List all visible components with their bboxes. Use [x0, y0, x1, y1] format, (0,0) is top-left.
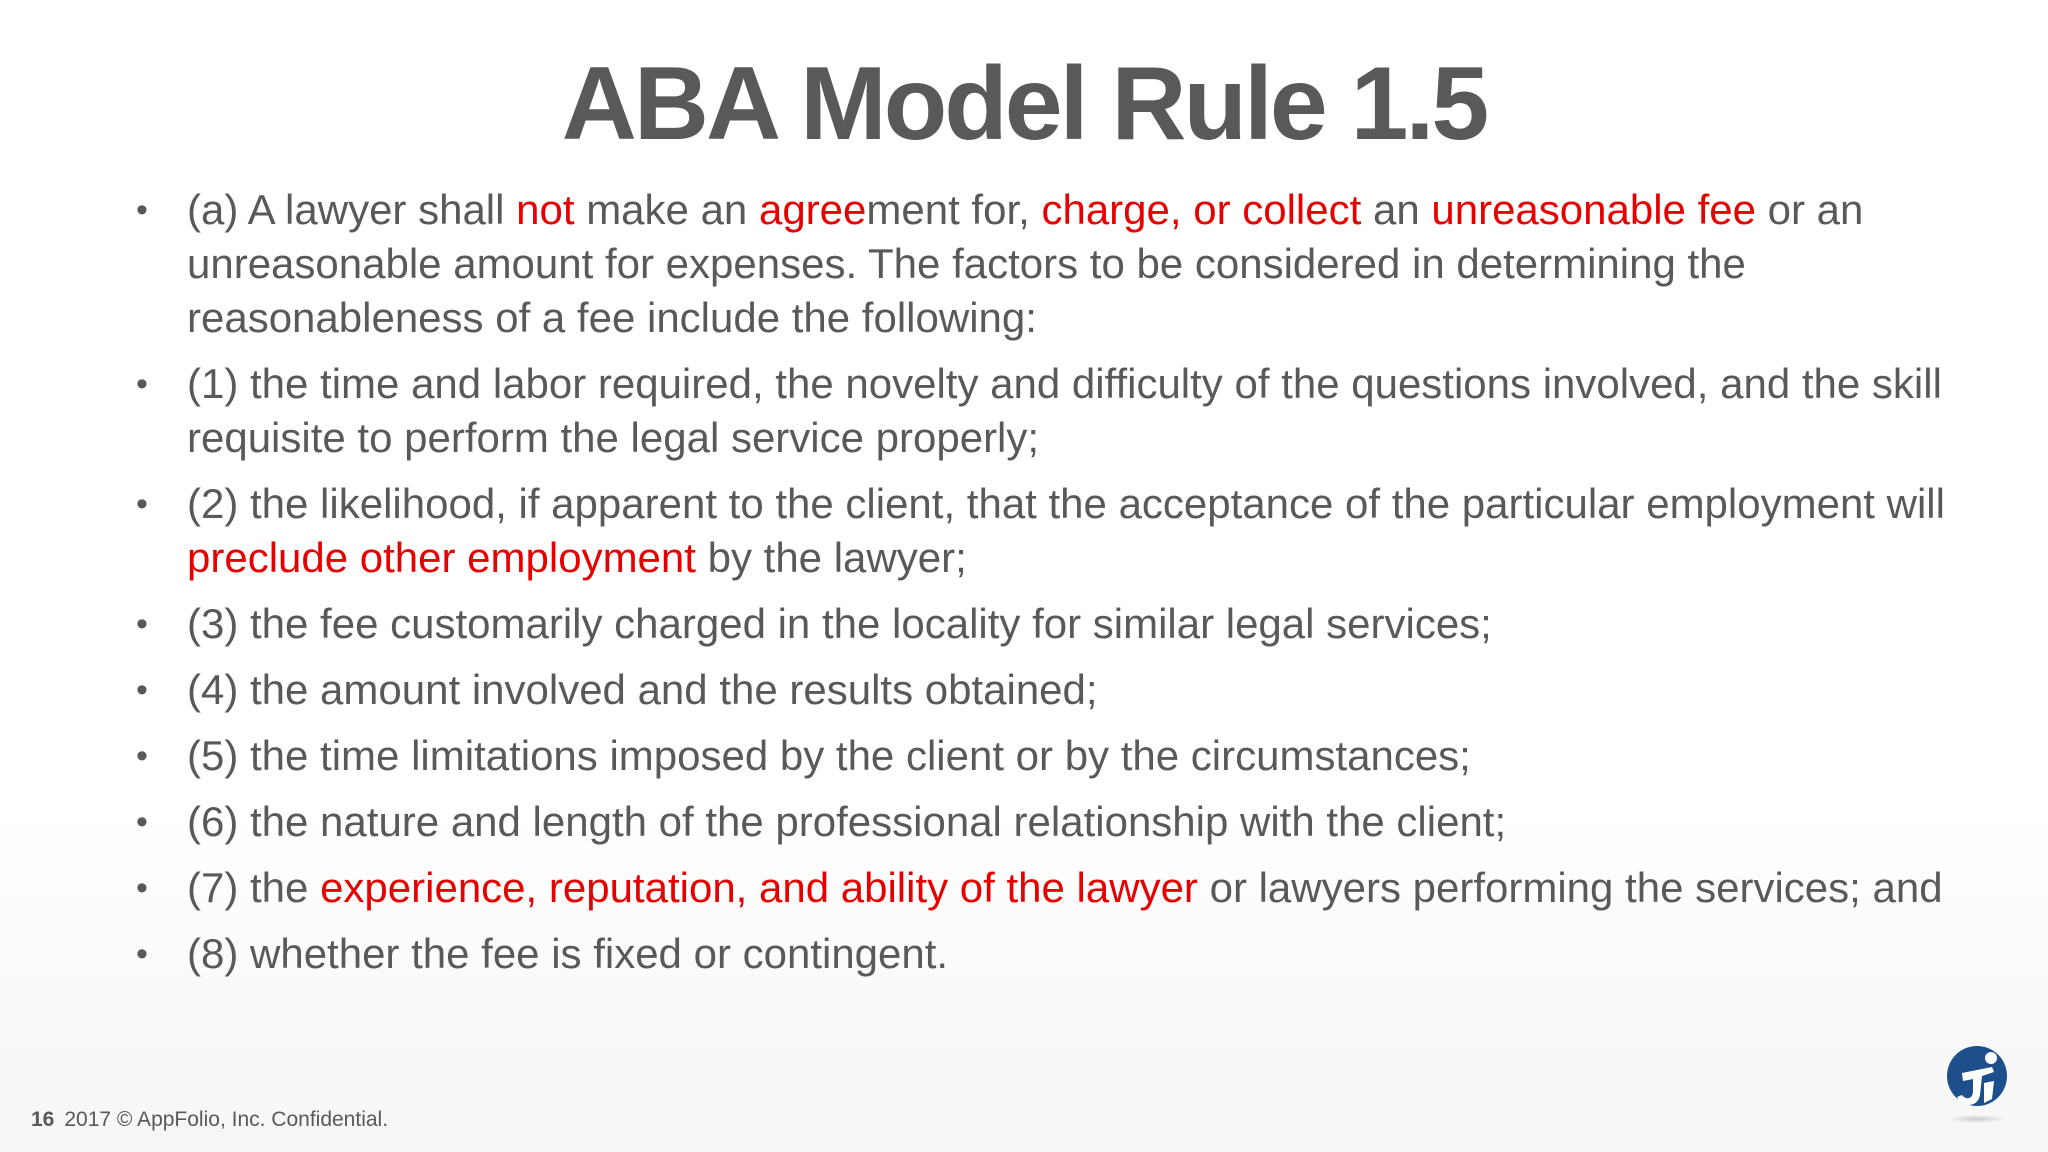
bullet-item [130, 795, 1950, 849]
bullet-marker: • [136, 485, 148, 523]
highlighted-text: charge, or collect [1041, 186, 1362, 233]
bullet-text: (a) A lawyer shall [187, 186, 517, 233]
highlighted-text: agree [758, 186, 867, 233]
bullet-item [130, 357, 1950, 465]
bullet-marker: • [136, 935, 148, 973]
bullet-text: make an [574, 186, 759, 233]
bullet-marker: • [136, 191, 148, 229]
bullet-text: (7) the [187, 864, 321, 911]
bullet-text: or lawyers performing the services; and [1197, 864, 1943, 911]
bullet-item [130, 729, 1950, 783]
bullet-text: (8) whether the fee is fixed or contingent. [187, 930, 949, 977]
slide-title: ABA Model Rule 1.5 [561, 46, 1487, 162]
footer [31, 1108, 388, 1132]
bullet-text: (2) the likelihood, if apparent to the client, that the acceptance of the particular employment will [187, 480, 1945, 527]
bullet-marker: • [136, 803, 148, 841]
slide-number: 16 [31, 1108, 55, 1131]
highlighted-text: preclude other employment [187, 534, 696, 581]
bullet-text: (4) the amount involved and the results obtained; [187, 666, 1098, 713]
bullet-text: (1) the time and labor required, the novelty and difficulty of the questions involved, and the skill requisite to perform the legal service properly; [187, 360, 1942, 461]
bullet-item [130, 927, 1950, 981]
bullet-marker: • [136, 605, 148, 643]
bullet-text: (5) the time limitations imposed by the client or by the circumstances; [187, 732, 1471, 779]
bullet-item [130, 477, 1950, 585]
bullet-text: by the lawyer; [695, 534, 967, 581]
highlighted-text: not [516, 186, 575, 233]
highlighted-text: unreasonable fee [1431, 186, 1756, 233]
bullet-text: an [1361, 186, 1432, 233]
bullet-marker: • [136, 365, 148, 403]
bullet-marker: • [136, 869, 148, 907]
bullet-text: (3) the fee customarily charged in the locality for similar legal services; [187, 600, 1492, 647]
appfolio-logo-icon [1942, 1043, 2012, 1125]
bullet-item [130, 183, 1950, 345]
bullet-text: (6) the nature and length of the professional relationship with the client; [187, 798, 1507, 845]
highlighted-text: experience, reputation, and ability of the lawyer [320, 864, 1198, 911]
bullet-item [130, 663, 1950, 717]
bullet-item [130, 597, 1950, 651]
bullet-marker: • [136, 737, 148, 775]
bullet-text: ment for, [866, 186, 1042, 233]
footer-copyright: 2017 © AppFolio, Inc. Confidential. [64, 1108, 389, 1131]
bullet-list [130, 183, 1950, 993]
bullet-text: or an unreasonable amount for expenses. The factors to be considered in determining the reasonableness of a fee include the following: [187, 186, 1864, 341]
bullet-marker: • [136, 671, 148, 709]
bullet-item [130, 861, 1950, 915]
